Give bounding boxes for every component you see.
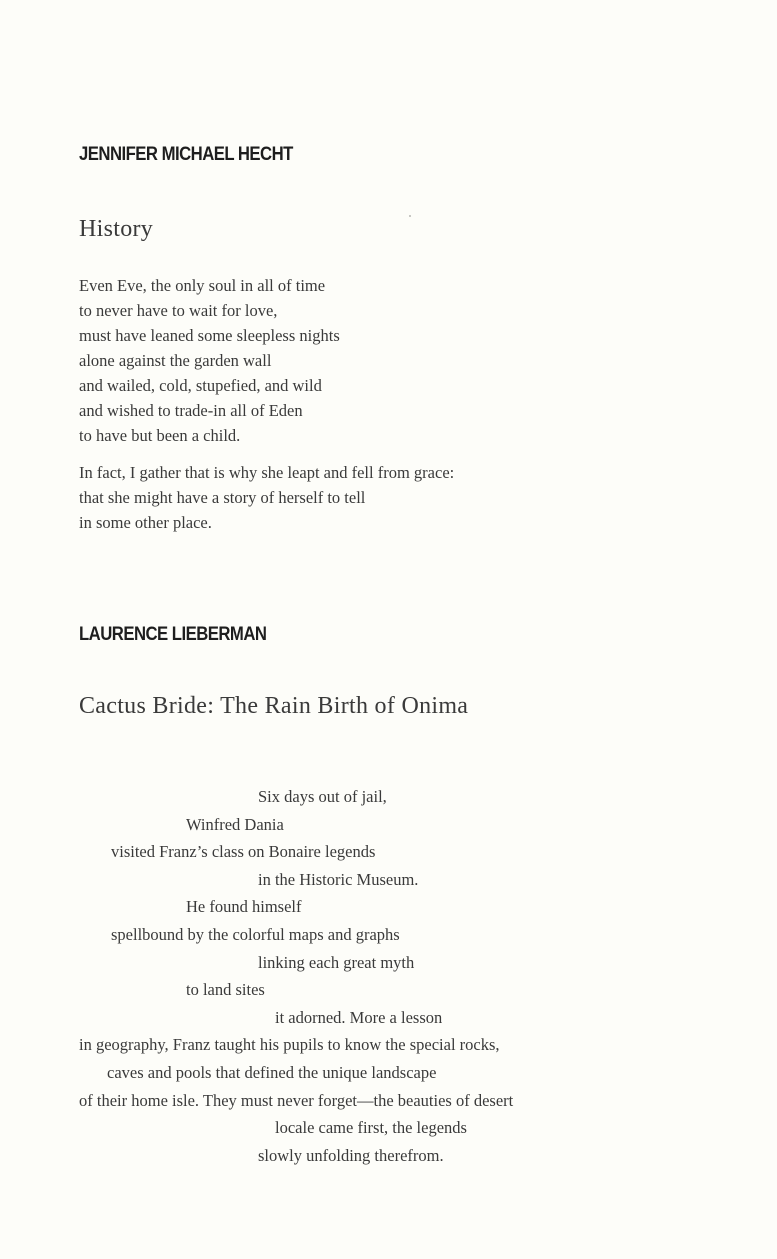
poem-line: to never have to wait for love, — [79, 301, 278, 320]
poem-line: to land sites — [186, 980, 265, 1000]
poem-line: it adorned. More a lesson — [275, 1007, 443, 1027]
poem-line: in the Historic Museum. — [258, 869, 419, 889]
poem-line: linking each great myth — [258, 952, 415, 972]
poem1-author: JENNIFER MICHAEL HECHT — [79, 144, 293, 165]
poem-line: in geography, Franz taught his pupils to know the special rocks, — [79, 1035, 500, 1055]
poem-line: alone against the garden wall — [79, 351, 272, 370]
poem-line: Six days out of jail, — [258, 787, 387, 806]
poem-line: caves and pools that defined the unique landscape — [107, 1062, 437, 1082]
poem-line: He found himself — [186, 897, 302, 917]
poem-line: Winfred Dania — [186, 814, 284, 834]
poem2-title: Cactus Bride: The Rain Birth of Onima — [79, 693, 469, 719]
poem-line: that she might have a story of herself to tell — [79, 488, 366, 507]
poem1-stanza-1 — [79, 273, 340, 448]
poem-line: Even Eve, the only soul in all of time — [79, 276, 326, 295]
poem2-body — [79, 783, 513, 1169]
poem-line: and wailed, cold, stupefied, and wild — [79, 376, 322, 395]
poem-line: of their home isle. They must never forget—the beauties of desert — [79, 1090, 514, 1110]
poem-line: to have but been a child. — [79, 426, 241, 445]
poem1-stanza-2 — [79, 460, 454, 535]
poem1-title: History — [79, 216, 154, 242]
poem-line: locale came first, the legends — [275, 1118, 467, 1138]
poem2-author: LAURENCE LIEBERMAN — [79, 624, 267, 645]
poem-line: slowly unfolding therefrom. — [258, 1145, 444, 1165]
poem-line: spellbound by the colorful maps and graphs — [111, 924, 400, 944]
poem-line: In fact, I gather that is why she leapt and fell from grace: — [79, 463, 455, 482]
poem-line: in some other place. — [79, 513, 212, 532]
poem-line: visited Franz’s class on Bonaire legends — [111, 842, 376, 862]
page-speck — [409, 215, 411, 217]
poem-line: and wished to trade-in all of Eden — [79, 401, 303, 420]
poem-line: must have leaned some sleepless nights — [79, 326, 340, 345]
